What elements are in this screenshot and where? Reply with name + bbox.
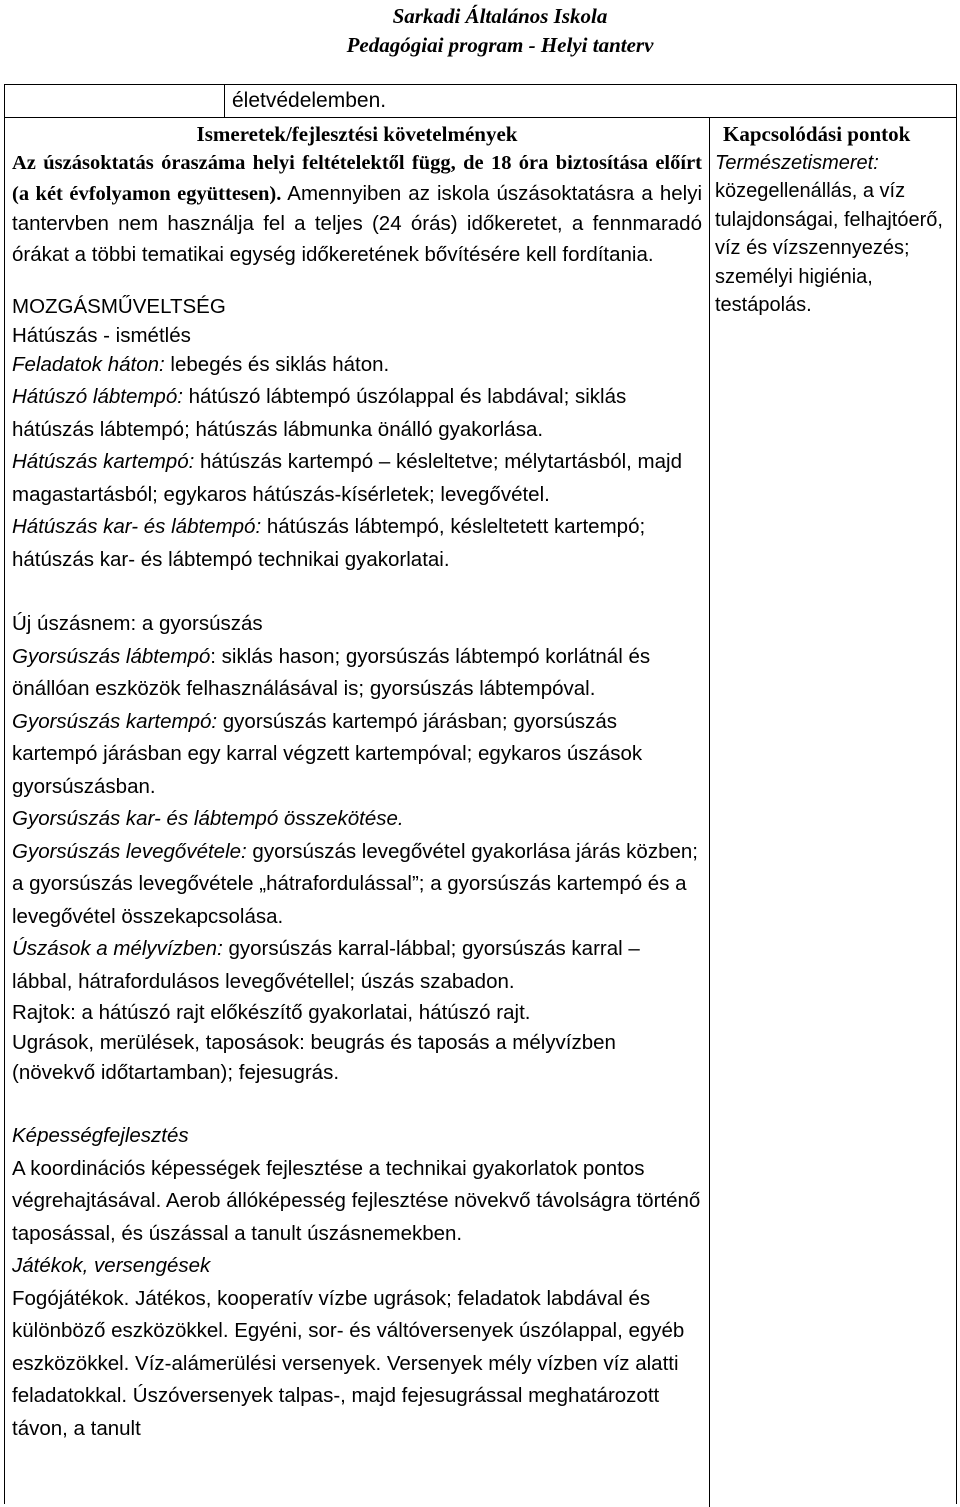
hatuszas-details	[12, 381, 702, 576]
gy-lev-text: gyorsúszás levegővétel gyakorlása járás közben; a gyorsúszás levegővétele „hátrafordulással”; a gyorsúszás kartempó és a levegővétel összekapcsolása.	[12, 839, 698, 928]
kartempo-label: Hátúszás kartempó:	[12, 450, 195, 473]
labtempo-text: hátúszó lábtempó úszólappal és labdával; siklás hátúszás lábtempó; hátúszás lábmunka önálló gyakorlása.	[12, 385, 627, 441]
mozgas-title: MOZGÁSMŰVELTSÉG	[12, 295, 226, 318]
side-heading: Kapcsolódási pontok	[723, 122, 911, 146]
karlab-para	[12, 511, 702, 576]
jatekok-title: Játékok, versengések	[12, 1254, 211, 1277]
karlab-label: Hátúszás kar- és lábtempó:	[12, 515, 262, 538]
intro-paragraph	[12, 149, 702, 270]
melyviz-para	[12, 933, 702, 998]
kartempo-text: hátúszás kartempó – késleltetve; mélytartásból, majd magastartásból; egykaros hátúszás-kísérletek; levegővétel.	[12, 450, 682, 506]
melyviz-text: gyorsúszás karral-lábbal; gyorsúszás karral – lábbal, hátrafordulásos levegővétellel; úszás szabadon.	[12, 937, 640, 993]
karlab-text: hátúszás lábtempó, késleltetett kartempó; hátúszás kar- és lábtempó technikai gyakorlatai.	[12, 515, 646, 571]
program-title: Pedagógiai program - Helyi tanterv	[346, 33, 654, 57]
column-divider	[709, 117, 710, 1507]
top-row-text: életvédelemben.	[232, 89, 387, 112]
top-cell-divider	[224, 84, 225, 117]
melyviz-label: Úszások a mélyvízben:	[12, 937, 223, 960]
kartempo-para	[12, 446, 702, 511]
row-divider	[4, 117, 957, 118]
side-label: Természetismeret:	[715, 151, 879, 174]
page-header	[0, 2, 960, 60]
jatekok-text: Fogójátékok. Játékos, kooperatív vízbe ugrások; feladatok labdával és különböző eszközökkel. Egyéni, sor- és váltóversenyek úszólappal, egyéb eszközökkel. Víz-alámerülési versenyek. Versenyek mély vízben víz alatti feladatokkal. Úszóversenyek talpas-, majd fejesugrással meghatározott távon, a tanult	[12, 1286, 685, 1440]
intro-bold: Az úszásoktatás óraszáma helyi feltételektől függ, de 18 óra biztosítása előírt (a két évfolyamon együttesen).	[12, 152, 702, 205]
gy-kar-label: Gyorsúszás kartempó:	[12, 709, 218, 733]
swim-section-b	[12, 608, 702, 1088]
gy-lev-label: Gyorsúszás levegővétele:	[12, 839, 247, 863]
gy-kar-text: gyorsúszás kartempó járásban; gyorsúszás kartempó járásban egy karral végzett kartempóval; egykaros úszások gyorsúszásban.	[12, 709, 643, 798]
gy-lab-text: : siklás hason; gyorsúszás lábtempó korlátnál és önállóan eszközök felhasználásával is; gyorsúszás lábtempóval.	[12, 644, 651, 700]
requirements-column	[12, 120, 702, 1445]
school-name: Sarkadi Általános Iskola	[392, 4, 608, 28]
uj-title: Új úszásnem: a gyorsúszás	[12, 612, 263, 635]
swim-section-a	[12, 292, 702, 576]
labtempo-para	[12, 381, 702, 446]
feladatok-line	[12, 350, 702, 379]
gy-lab-para	[12, 641, 702, 706]
intro-normal: Amennyiben az iskola úszásoktatásra a helyi tantervben nem használja fel a teljes (24 órás) időkeretet, a fennmaradó órákat a többi tematikai egység időkeretének bővítésére kell fordítania.	[12, 181, 702, 266]
hatuszas-title: Hátúszás - ismétlés	[12, 324, 191, 347]
labtempo-label: Hátúszó lábtempó:	[12, 385, 183, 408]
gy-karlab: Gyorsúszás kar- és lábtempó összekötése.	[12, 807, 404, 830]
feladatok-text: lebegés és siklás háton.	[164, 353, 390, 376]
gy-kar-para	[12, 706, 702, 804]
connections-column	[715, 120, 960, 320]
main-heading: Ismeretek/fejlesztési követelmények	[196, 122, 518, 146]
gy-lev-para	[12, 836, 702, 934]
rajtok-para: Rajtok: a hátúszó rajt előkészítő gyakorlatai, hátúszó rajt.	[12, 1001, 531, 1024]
feladatok-label: Feladatok háton:	[12, 353, 165, 376]
swim-section-c	[12, 1120, 702, 1445]
ugrasok-para: Ugrások, merülések, taposások: beugrás és taposás a mélyvízben (növekvő időtartamban); fejesugrás.	[12, 1031, 616, 1084]
side-text: közegellenállás, a víz tulajdonságai, felhajtóerő, víz és vízszennyezés; személyi higiénia, testápolás.	[715, 180, 943, 316]
kepesseg-title: Képességfejlesztés	[12, 1124, 189, 1147]
gy-lab-label: Gyorsúszás lábtempó	[12, 644, 211, 668]
kepesseg-text: A koordinációs képességek fejlesztése a technikai gyakorlatok pontos végrehajtásával. Aerob állóképesség fejlesztése növekvő távolságra történő taposással, és úszással a tanult úszásnemekben.	[12, 1156, 701, 1245]
